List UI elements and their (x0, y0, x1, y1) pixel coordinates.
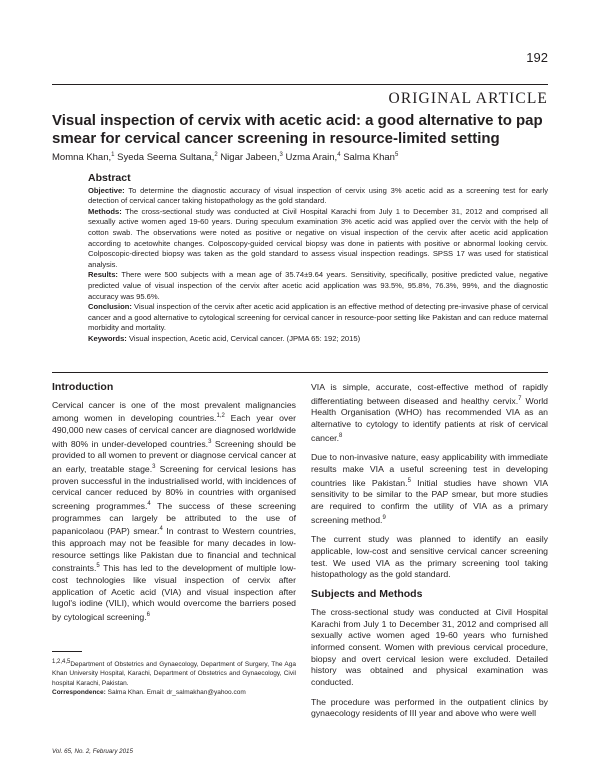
introduction-paragraph: Due to non-invasive nature, easy applicability with immediate results make VIA a useful screening test in developing countries like Pakistan.$^5$ Initial studies have shown VIA sensitivity to be similar to the PAP smear, but more studies are required to confirm the utility of VIA as a primary screening method.$^9$ (311, 452, 548, 525)
author-list (52, 152, 548, 163)
reference-citation: 7 (518, 395, 522, 402)
author-name: Syeda Seema Sultana,$^2$ (117, 152, 218, 164)
introduction-paragraph: Cervical cancer is one of the most prevalent malignancies among women in developing countries.$^{1,2}$ Each year over 490,000 new cases of cervical cancer are diagnosed worldwide with 80% in under-developed countries.$^3$ Screening should be provided to all women to prevent or diagnose cervical cancer at an early, treatable stage.$^3$ Screening for cervical lesions has proven successful in the industrialised world, with incidences of cervical cancer reduced by 80% in countries with organised screening programmes.$^4$ The success of these screening programmes can largely be attributed to the use of papanicolaou (PAP) smear.$^4$ In contrast to Western countries, this approach may not be feasible for many decades in low-resource settings like Pakistan due to financial and technical constraints.$^5$ This has led to the development of multiple low-cost technologies like visual inspection of cervix after application of Acetic acid (VIA) and visual inspection after lugol's iodine (VILI), which would overcome the barriers posed by cytological screening.$^6$ (52, 399, 297, 622)
reference-citation: 3 (152, 464, 156, 470)
footnotes (52, 658, 296, 697)
abstract-results: Results: There were 500 subjects with a mean age of 35.74±9.64 years. Sensitivity, specifically, positive predicted value, negative predicted value of visual inspection of the cervix after acetic acid application was 93.5%, 95.8%, 76.3%, 99%, and the diagnostic accuracy was 95.6%. (88, 270, 548, 301)
abstract-keywords: Keywords: Visual inspection, Acetic acid, Cervical cancer. (JPMA 65: 192; 2015) (88, 333, 361, 343)
page-number: 192 (526, 50, 548, 65)
reference-citation: 5 (96, 563, 100, 570)
methods-heading: Subjects and Methods (311, 588, 423, 601)
reference-citation: 5 (407, 477, 411, 484)
left-column (52, 382, 296, 632)
abstract-heading: Abstract (88, 172, 131, 184)
reference-citation: 4 (159, 526, 163, 533)
abstract (88, 173, 548, 345)
reference-citation: 3 (208, 438, 212, 445)
author-name: Uzma Arain,$^4$ (285, 152, 341, 164)
affiliations: $^{1,2,4,5}$Department of Obstetrics and Gynaecology, Department of Surgery, The Aga Khan University Hospital, Karachi, Department of Obstetrics and Gynaecology, Civil hospital Karachi, Pakistan. (52, 659, 296, 687)
methods-paragraph: The cross-sectional study was conducted at Civil Hospital Karachi from July 1 to December 31, 2012 and comprised all sexually active women aged 19-60 years who furnished informed consent. Women with previous cervical procedure, biopsy and overt cervical lesion were excluded. Detailed history was obtained and physical examination was conducted. (311, 606, 548, 688)
journal-issue: Vol. 65, No. 2, February 2015 (52, 748, 133, 755)
abstract-methods: Methods: The cross-sectional study was conducted at Civil Hospital Karachi from July 1 to December 31, 2012 and comprised all sexually active women aged 19-60 years. During speculum examination 3% acetic acid was applied over the cervix with the help of cotton swab. The observations were noted as positive or negative on visual inspection of the cervix after acetic acid application according to acetowhite changes. Colposcopy-guided cervical biopsy was done in patients with positive or abnormal looking cervix. Colposcopic-directed biopsy was taken as the gold standard to assess visual inspection readings. SPSS 17 was used for statistical analysis. (88, 206, 548, 269)
introduction-paragraph: The current study was planned to identify an easily applicable, low-cost and sensitive cervical cancer screening test. We used VIA as the primary screening tool taking histopathology as the gold standard. (311, 534, 548, 580)
methods-paragraph: The procedure was performed in the outpatient clinics by gynaecology residents of III year and above who were well (311, 696, 548, 719)
introduction-paragraph: VIA is simple, accurate, cost-effective method of rapidly differentiating between diseased and healthy cervix.$^7$ World Health Organisation (WHO) has recommended VIA as an alternative to cytology to identify patients at risk of cervical cancer.$^8$ (311, 382, 548, 443)
correspondence: Correspondence: Salma Khan. Email: dr_salmakhan@yahoo.com (52, 689, 246, 697)
author-name: Salma Khan$^5$ (343, 152, 399, 164)
right-column (311, 382, 548, 728)
reference-citation: 9 (382, 514, 386, 521)
abstract-conclusion: Conclusion: Visual inspection of the cervix after acetic acid application is an effective method of detecting pre-invasive phase of cervical cancer and a good alternative to cytological screening for cervical cancer in resource-poor setting like Pakistan and can reduce maternal morbidity and mortality. (88, 302, 548, 333)
article-title: Visual inspection of cervix with acetic acid: a good alternative to pap smear for cervical cancer screening in resource-limited setting (52, 112, 543, 147)
abstract-rule (52, 372, 548, 373)
author-name: Momna Khan,$^1$ (52, 152, 115, 164)
article-type: ORIGINAL ARTICLE (388, 90, 548, 107)
author-name: Nigar Jabeen,$^3$ (220, 152, 283, 164)
introduction-heading: Introduction (52, 381, 114, 393)
abstract-objective: Objective: To determine the diagnostic accuracy of visual inspection of cervix using 3% acetic acid as a screening test for early detection of cervical cancer taking histopathology as the gold standard. (88, 185, 548, 206)
reference-citation: 6 (146, 612, 150, 618)
header-rule (52, 84, 548, 85)
reference-citation: 8 (339, 432, 343, 439)
footnote-rule (52, 651, 82, 652)
reference-citation: 4 (147, 501, 151, 507)
reference-citation: 1,2 (216, 413, 225, 420)
